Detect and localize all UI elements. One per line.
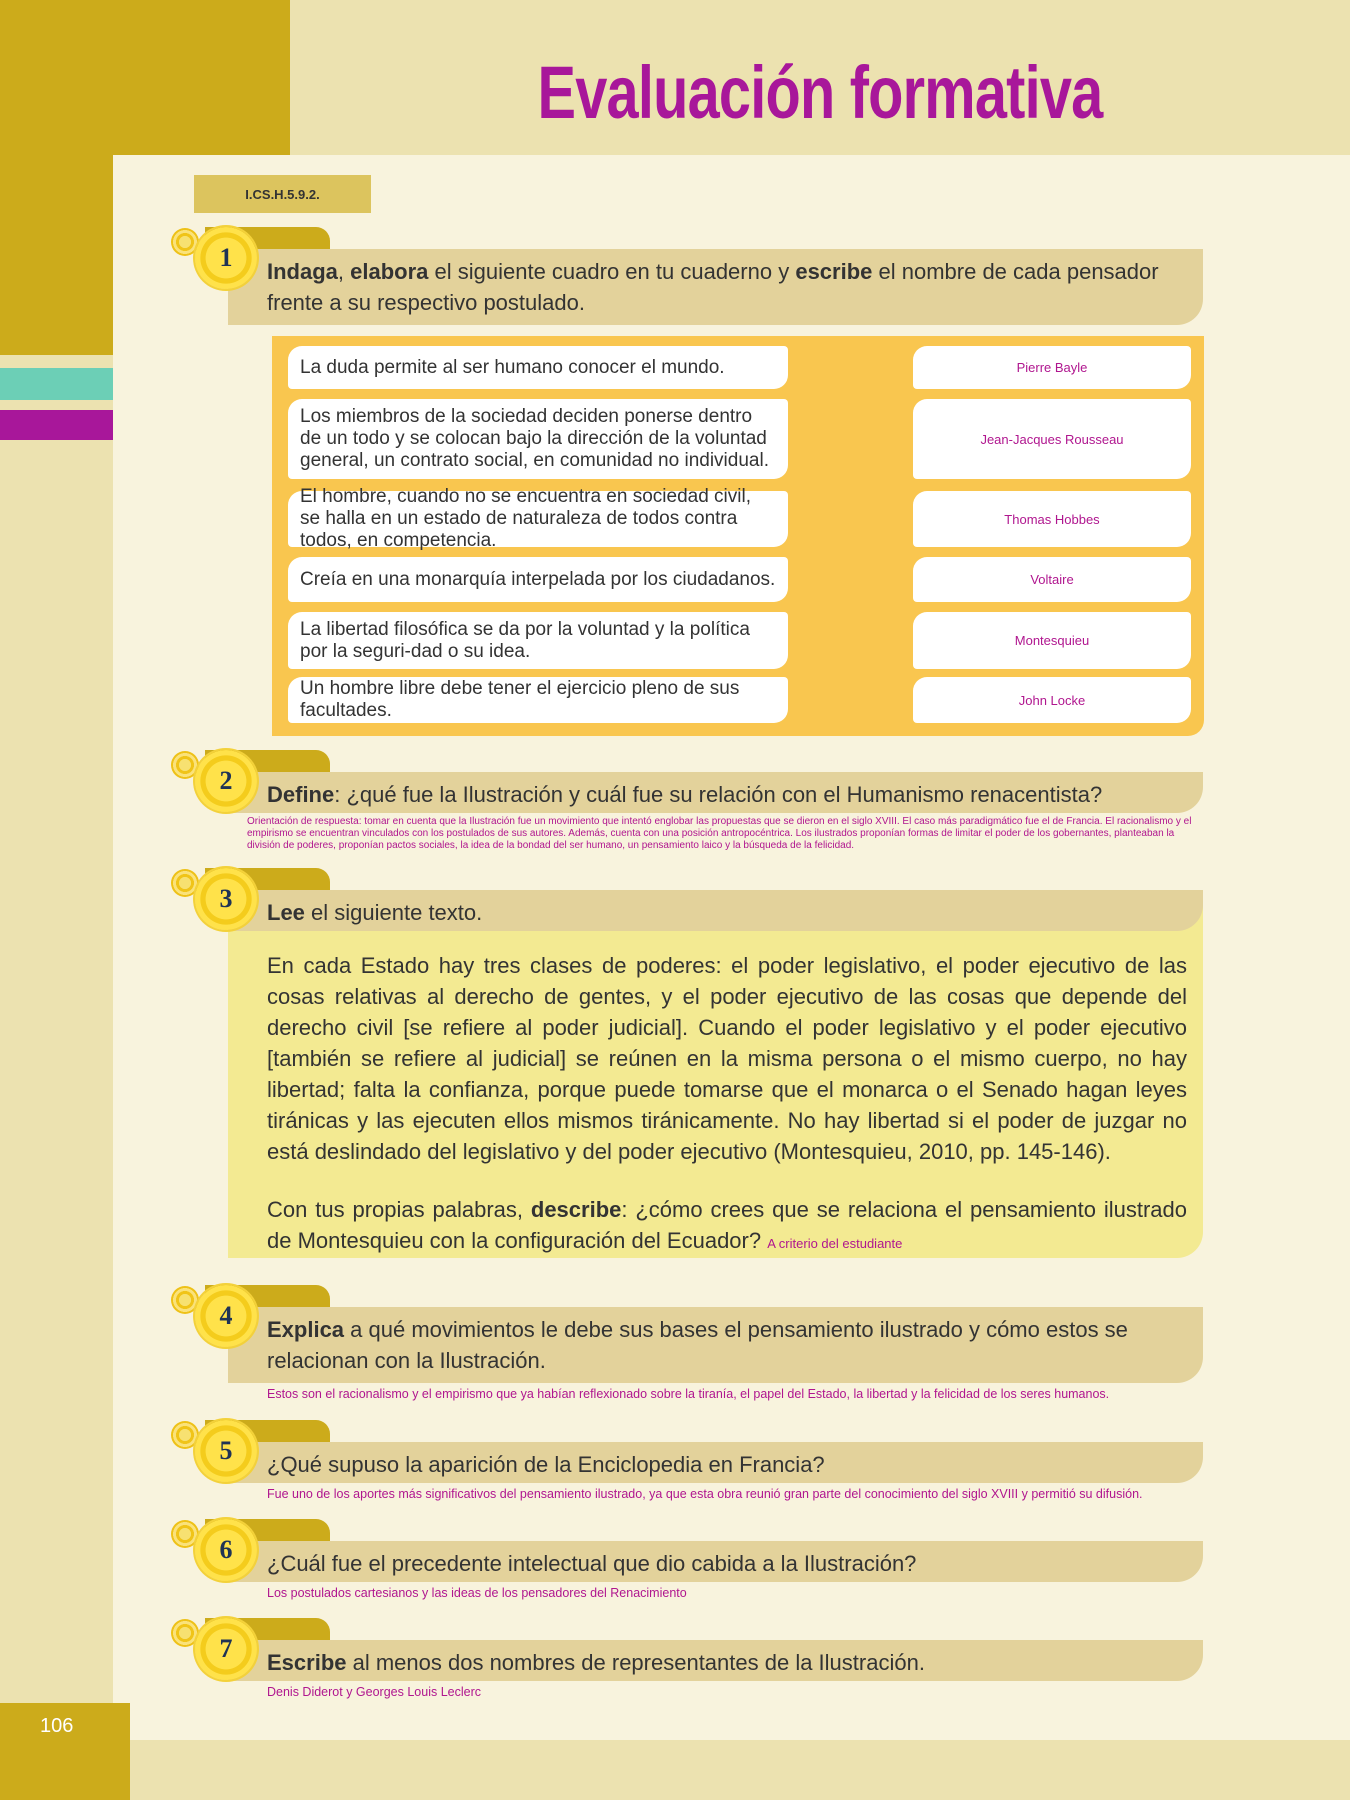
thinkers-table (272, 336, 1204, 736)
q2-prompt: Define: ¿qué fue la Ilustración y cuál fue su relación con el Humanismo renacentista? (267, 782, 1103, 807)
q1-number: 1 (219, 243, 233, 272)
q7-answer: Denis Diderot y Georges Louis Leclerc (267, 1685, 481, 1699)
q5-number-badge (195, 1420, 257, 1482)
q3-prompt: Lee el siguiente texto. (267, 900, 483, 925)
q3-number-badge (195, 868, 257, 930)
q3-passage: En cada Estado hay tres clases de poderes: el poder legislativo, el poder ejecutivo de las cosas relativas al derecho de gentes, y el poder ejecutivo de las cosas que depende del derecho civil [se refiere al poder judicial]. Cuando el poder legislativo y el poder ejecutivo [también se refiere al judicial] se reúnen en la misma persona o el mismo cuerpo, no hay libertad; falta la confianza, porque puede tomarse que el monarca o el Senado hagan leyes tiránicas y las ejecuten ellos mismos tiránicamente. No hay libertad si el poder de juzgar no está deslindado del legislativo y del poder ejecutivo (Montesquieu, 2010, pp. 145-146). (267, 953, 1187, 1164)
q3-question: Con tus propias palabras, describe: ¿cómo crees que se relaciona el pensamiento ilustrado de Montesquieu con la configuración del Ecuador? A criterio del estudiante (267, 1197, 1187, 1253)
q2-number-badge (195, 750, 257, 812)
table-row-postulate: La duda permite al ser humano conocer el mundo. (288, 346, 788, 389)
q5-answer: Fue uno de los aportes más significativos del pensamiento ilustrado, ya que esta obra reunió gran parte del conocimiento del siglo XVIII y permitió su difusión. (267, 1487, 1143, 1501)
decor-teal-stripe (0, 368, 113, 400)
table-row-thinker: Montesquieu (913, 612, 1191, 669)
table-row-thinker: Jean-Jacques Rousseau (913, 399, 1191, 479)
q4-answer: Estos son el racionalismo y el empirismo que ya habían reflexionado sobre la tiranía, el papel del Estado, la libertad y la felicidad de los seres humanos. (267, 1387, 1110, 1401)
q4-number: 4 (219, 1301, 233, 1330)
table-row-thinker: Thomas Hobbes (913, 491, 1191, 547)
q1-prompt: Indaga, elabora el siguiente cuadro en tu cuaderno y escribe el nombre de cada pensador frente a su respectivo postulado. (267, 259, 1159, 315)
table-row-thinker: Voltaire (913, 557, 1191, 602)
q7-number: 7 (219, 1634, 233, 1663)
footer-bar (0, 1740, 1350, 1800)
table-row-thinker: Pierre Bayle (913, 346, 1191, 389)
q6-answer: Los postulados cartesianos y las ideas de los pensadores del Renacimiento (267, 1586, 687, 1600)
q4-prompt: Explica a qué movimientos le debe sus bases el pensamiento ilustrado y cómo estos se relacionan con la Ilustración. (267, 1317, 1128, 1373)
q5-prompt: ¿Qué supuso la aparición de la Enciclopedia en Francia? (267, 1452, 825, 1477)
page-title: Evaluación formativa (537, 51, 1103, 134)
q2-answer: Orientación de respuesta: tomar en cuenta que la Ilustración fue un movimiento que intentó englobar las propuestas que se dieron en el siglo XVIII. El caso más paradigmático fue el de Francia. El racionalismo y el empirismo se encuentran vinculados con los postulados de sus autores. Además, cuenta con una posición antropocéntrica. Los ilustrados proponían formas de limitar el poder de los gobernantes, planteaban la división de poderes, proponían pactos sociales, la idea de la bondad del ser humano, un pensamiento laico y la búsqueda de la felicidad. (247, 816, 1192, 851)
decor-magenta-stripe (0, 410, 113, 440)
skill-code: I.CS.H.5.9.2. (194, 175, 371, 213)
q7-number-badge (195, 1618, 257, 1680)
q5-number: 5 (219, 1436, 233, 1465)
table-row-postulate: Un hombre libre debe tener el ejercicio pleno de sus facultades. (288, 677, 788, 723)
q6-prompt: ¿Cuál fue el precedente intelectual que dio cabida a la Ilustración? (267, 1551, 917, 1576)
table-row-thinker: John Locke (913, 677, 1191, 723)
table-row-postulate: El hombre, cuando no se encuentra en sociedad civil, se halla en un estado de naturaleza de todos contra todos, en competencia. (288, 491, 788, 547)
q3-answer: A criterio del estudiante (767, 1236, 903, 1251)
q2-number: 2 (219, 766, 233, 795)
page-number: 106 (40, 1715, 74, 1737)
q3-number: 3 (219, 884, 233, 913)
table-row-postulate: Creía en una monarquía interpelada por los ciudadanos. (288, 557, 788, 602)
table-row-postulate: La libertad filosófica se da por la voluntad y la política por la seguri-dad o su idea. (288, 612, 788, 669)
q4-number-badge (195, 1285, 257, 1347)
q1-number-badge (195, 227, 257, 289)
q6-number: 6 (219, 1535, 233, 1564)
q7-prompt: Escribe al menos dos nombres de representantes de la Ilustración. (267, 1650, 925, 1675)
table-row-postulate: Los miembros de la sociedad deciden ponerse dentro de un todo y se colocan bajo la dirección de la voluntad general, un contrato social, en comunidad no individual. (288, 399, 788, 479)
q6-number-badge (195, 1519, 257, 1581)
